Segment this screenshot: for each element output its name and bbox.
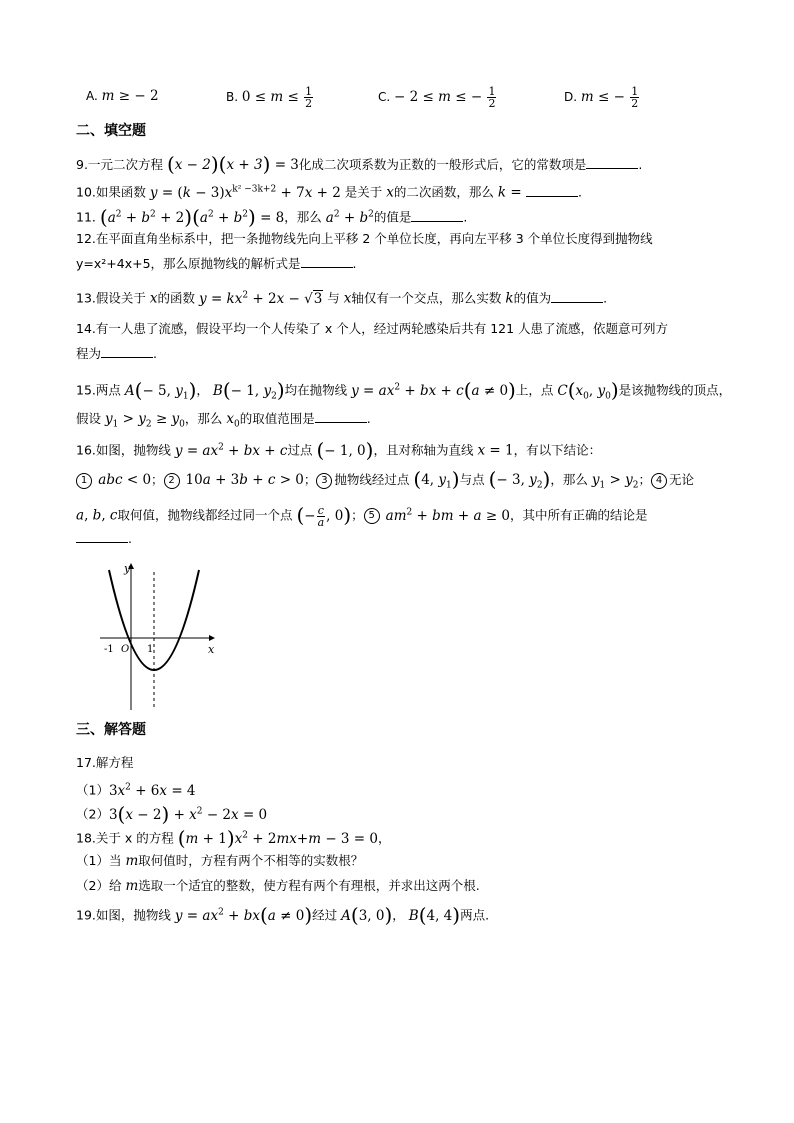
answer-blank [76,530,128,543]
option-a: A. m ≥ − 2 [86,88,159,104]
tick-label-minus-one: -1 [104,644,114,655]
question-15-line-1: 15.两点 A(− 5, $y_1$)， B(− 1, $y_2$)均在抛物线 $y = ax^2$ + bx + c(a ≠ 0)上，点 $C(x_0$, $y_0$)是该抛物线的顶点， [76,377,732,402]
answer-blank [315,410,367,423]
fraction-c-over-a: $\frac{c}{a}$ [317,503,325,529]
question-16-line-1: 16.如图，抛物线 $y = ax^2$ + bx + c过点 (− 1, 0)，且对称轴为直线 x = 1，有以下结论： [76,437,602,462]
question-16-line-3: a, b, c取何值，抛物线都经过同一个点 (− $\frac{c}{a}$ , 0)； 5 $am^2$ + bm + a ≥ 0，其中所有正确的结论是 [76,502,648,529]
question-9: 9.一元二次方程 (x − 2)(x + 3) = 3化成二次项系数为正数的一般形式后，它的常数项是 . [76,152,643,176]
y-axis-label: y [124,562,131,575]
question-13: 13.假设关于 x的函数 $y = kx^2 + 2x - √3$ 与 x轴仅有一个交点，那么实数 k的值为 . [76,290,608,307]
question-11: 11. $(a^2 + b^2 + 2)(a^2 + b^2) = 8$，那么 $a^2 + b^2$的值是 . [76,204,468,229]
origin-label: O [121,644,130,655]
question-14-line-2: 程为 . [76,346,157,361]
question-15-line-2: 假设 $y_1 > y_2 \ge y_0$，那么 $x_0$的取值范围是 . [76,411,371,430]
circled-number: 3 [316,473,332,489]
answer-blank [301,255,353,268]
question-12-line-1: 12.在平面直角坐标系中，把一条抛物线先向上平移 2 个单位长度，再向左平移 3 个单位长度得到抛物线 [76,231,653,246]
question-16-line-2: 1 abc < 0； 2 10a + 3b + c > 0； 3 抛物线经过点 (4, $y_1$)与点 (− 3, $y_2$)，那么 $y_1 > y_2$； 4 无论 [76,470,694,495]
question-18: 18.关于 x 的方程 $(m + 1)x^2 + 2mx+m - 3 = 0$， [76,825,391,850]
question-17-title: 17.解方程 [76,755,134,770]
fraction-half: $\frac{1}{2}$ [305,85,313,110]
fraction-half: $\frac{1}{2}$ [631,85,639,110]
question-17-part-2: $(2)3(x - 2) + x^2 - 2x = 0$ [76,801,268,826]
circled-number: 2 [164,473,180,489]
question-12-line-2: y=x²+4x+5，那么原抛物线的解析式是 . [76,256,357,271]
question-18-part-2: （2）给 m选取一个适宜的整数，使方程有两个有理根，并求出这两个根. [76,878,480,894]
answer-blank [101,345,153,358]
option-d: D. m ≤ − $\frac{1}{2}$ [564,85,639,110]
question-16-line-4: . [76,530,132,548]
question-17-part-1: $(1)3x^2 + 6x = 4$ [76,782,196,799]
question-14-line-1: 14.有一人患了流感，假设平均一个人传染了 x 个人，经过两轮感染后共有 121 人患了流感，依题意可列方 [76,321,669,336]
circled-number: 4 [651,473,667,489]
answer-blank [551,290,603,303]
circled-number: 5 [364,508,380,524]
answer-blank [411,209,463,222]
parabola-graph [96,560,221,715]
question-10: 10.如果函数 $y = (k - 3)x^{k^2 -3k+2} + 7x + 2$ 是关于 x的二次函数，那么 k = . [76,184,582,201]
option-c: C. − 2 ≤ m ≤ − $\frac{1}{2}$ [378,85,496,110]
section-title-answer: 三、解答题 [76,722,146,738]
x-axis-label: x [208,643,215,656]
section-title-fill: 二、填空题 [76,123,146,139]
tick-label-one: 1 [147,644,154,655]
circled-number: 1 [76,473,92,489]
answer-blank [586,156,638,169]
option-b: B. 0 ≤ m ≤ $\frac{1}{2}$ [226,85,313,110]
question-19: 19.如图，抛物线 $y = ax^2 + bx(a \ne 0)$经过 A(3, 0)， B(4, 4)两点. [76,902,490,927]
question-18-part-1: （1）当 m取何值时，方程有两个不相等的实数根？ [76,853,364,869]
answer-blank [526,184,578,197]
fraction-half: $\frac{1}{2}$ [488,85,496,110]
